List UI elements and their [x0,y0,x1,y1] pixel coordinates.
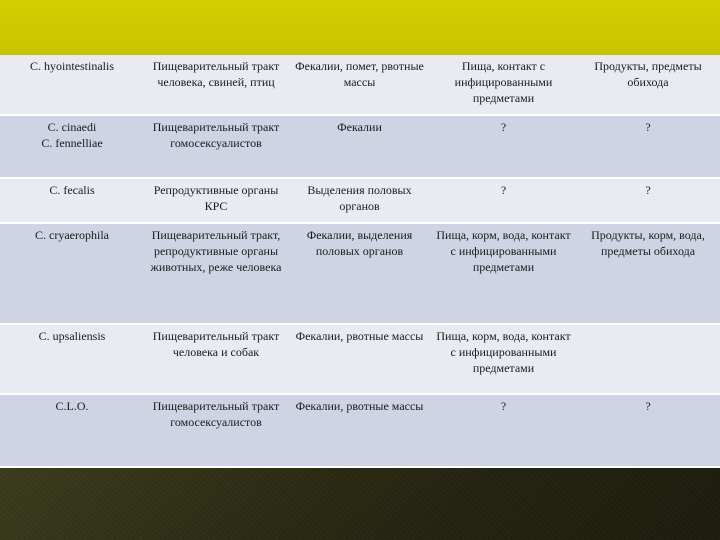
habitat-cell: Пищеварительный тракт гомосексуалистов [144,115,288,178]
habitat-cell: Пищеварительный тракт, репродуктивные органы животных, реже человека [144,223,288,324]
factors-cell: ? [576,394,720,467]
habitat-cell: Пищеварительный тракт человека и собак [144,324,288,394]
source-cell: Выделения половых органов [288,178,431,223]
species-cell: C. fecalis [0,178,144,223]
transmission-cell: ? [431,115,576,178]
table-row [0,178,720,223]
species-cell: C. cinaedi C. fennelliae [0,115,144,178]
source-cell: Фекалии, помет, рвотные массы [288,55,431,115]
slide-footer-background [0,468,720,540]
table-row [0,324,720,394]
habitat-cell: Репродуктивные органы КРС [144,178,288,223]
transmission-cell: Пища, корм, вода, контакт с инфицированными предметами [431,324,576,394]
habitat-cell: Пищеварительный тракт гомосексуалистов [144,394,288,467]
slide-header-band [0,0,720,55]
species-cell: C. hyointestinalis [0,55,144,115]
transmission-cell: Пища, корм, вода, контакт с инфицированными предметами [431,223,576,324]
source-cell: Фекалии, рвотные массы [288,394,431,467]
species-cell: C. cryaerophila [0,223,144,324]
factors-cell: Продукты, предметы обихода [576,55,720,115]
source-cell: Фекалии, рвотные массы [288,324,431,394]
factors-cell: ? [576,178,720,223]
table-row [0,394,720,467]
factors-cell [576,324,720,394]
transmission-cell: ? [431,394,576,467]
campylobacter-table [0,55,720,468]
species-cell: C. upsaliensis [0,324,144,394]
transmission-cell: Пища, контакт с инфицированными предметами [431,55,576,115]
table-row [0,55,720,115]
factors-cell: Продукты, корм, вода, предметы обихода [576,223,720,324]
source-cell: Фекалии, выделения половых органов [288,223,431,324]
table-row [0,223,720,324]
table-row [0,115,720,178]
source-cell: Фекалии [288,115,431,178]
factors-cell: ? [576,115,720,178]
transmission-cell: ? [431,178,576,223]
habitat-cell: Пищеварительный тракт человека, свиней, птиц [144,55,288,115]
species-cell: C.L.O. [0,394,144,467]
